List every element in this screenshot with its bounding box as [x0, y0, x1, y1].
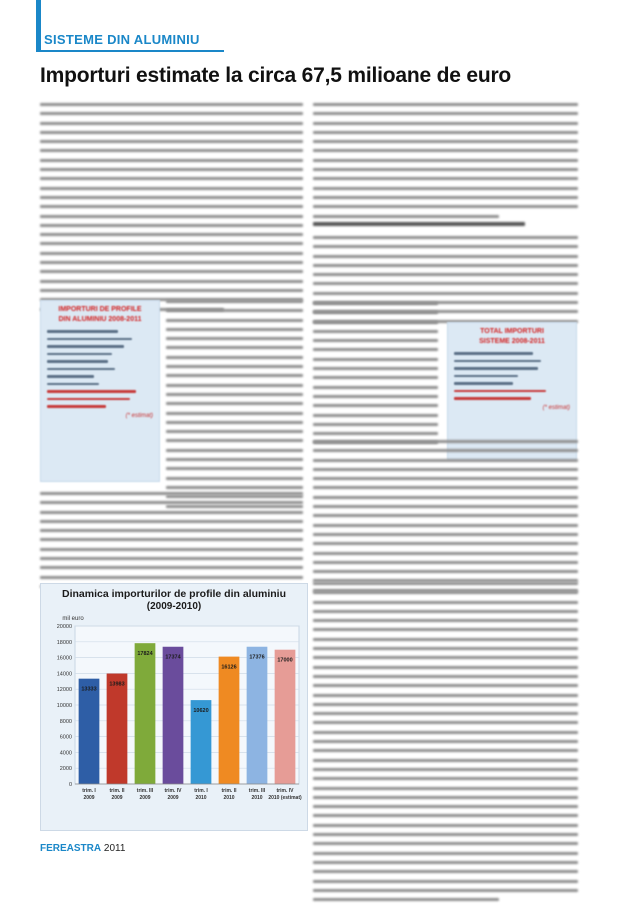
x-tick-label: trim. I	[82, 788, 96, 794]
y-tick-label: 0	[68, 782, 72, 788]
body-text-right-lower	[313, 440, 578, 598]
y-tick-label: 18000	[56, 639, 72, 646]
x-tick-label: trim. I	[194, 788, 208, 794]
chart-title: Dinamica importurilor de profile din aluminiu	[61, 588, 287, 600]
bar-4	[163, 647, 184, 784]
y-tick-label: 16000	[56, 655, 72, 662]
y-tick-label: 14000	[56, 671, 72, 678]
info-box-imports	[40, 300, 160, 482]
body-text-right-bottom	[313, 582, 578, 907]
chart-plot	[41, 584, 307, 830]
bar-7	[247, 647, 268, 784]
x-tick-label: 2010	[223, 795, 235, 801]
y-tick-label: 6000	[59, 734, 72, 741]
x-tick-label: 2010 (estimat)	[268, 795, 302, 801]
y-tick-label: 10000	[56, 703, 72, 709]
x-tick-label: 2009	[83, 795, 95, 801]
chart-subtitle: (2009-2010)	[146, 601, 202, 612]
bar-value-label: 17376	[249, 654, 265, 661]
x-tick-label: 2010	[195, 795, 207, 801]
info-box-title: TOTAL IMPORTURI SISTEME 2008-2011	[479, 328, 545, 345]
import-dynamics-chart	[40, 583, 308, 831]
bar-value-label: 16126	[221, 664, 237, 671]
x-tick-label: 2009	[139, 795, 151, 801]
bar-6	[219, 657, 240, 784]
x-tick-label: trim. IV	[276, 788, 294, 794]
x-tick-label: trim. III	[136, 788, 154, 794]
bar-value-label: 17000	[277, 657, 293, 664]
bar-2	[107, 674, 128, 784]
body-text-left-lower	[40, 492, 303, 594]
bar-1	[79, 679, 100, 784]
x-tick-label: 2010	[251, 795, 263, 801]
section-rule	[36, 50, 224, 52]
accent-bar	[36, 0, 41, 52]
x-tick-label: 2009	[111, 795, 123, 801]
y-tick-label: 2000	[59, 766, 72, 773]
footer	[40, 843, 125, 854]
bar-value-label: 13333	[81, 686, 97, 693]
article-title: Importuri estimate la circa 67,5 milioane de euro	[40, 64, 512, 87]
bar-value-label: 17824	[137, 651, 153, 658]
footer-brand: FEREASTRA	[40, 843, 102, 854]
y-tick-label: 20000	[56, 624, 72, 630]
y-tick-label: 4000	[59, 750, 72, 757]
body-text-right-beside-box	[313, 302, 438, 451]
info-box-title: IMPORTURI DE PROFILE DIN ALUMINIU 2008-2011	[58, 306, 142, 323]
x-tick-label: trim. II	[221, 788, 237, 794]
bar-8	[275, 650, 296, 784]
section-label: SISTEME DIN ALUMINIU	[44, 32, 200, 47]
bar-3	[135, 643, 156, 784]
bar-value-label: 10620	[193, 708, 209, 715]
x-tick-label: 2009	[167, 795, 179, 801]
footer-year: 2011	[103, 843, 126, 854]
x-tick-label: trim. III	[248, 788, 266, 794]
body-text-left-mid	[166, 300, 303, 514]
info-box-note: (* estimat)	[542, 404, 570, 411]
bar-value-label: 13983	[109, 681, 125, 688]
x-tick-label: trim. II	[109, 788, 125, 794]
x-tick-label: trim. IV	[164, 788, 182, 794]
y-tick-label: 8000	[59, 718, 72, 725]
y-axis-label: mil euro	[62, 616, 84, 622]
info-box-note: (* estimat)	[125, 412, 153, 419]
bar-value-label: 17374	[165, 654, 181, 661]
y-tick-label: 12000	[56, 687, 72, 694]
subheading	[313, 222, 578, 232]
body-text-right-top	[313, 103, 578, 224]
body-text-left-top	[40, 103, 303, 317]
